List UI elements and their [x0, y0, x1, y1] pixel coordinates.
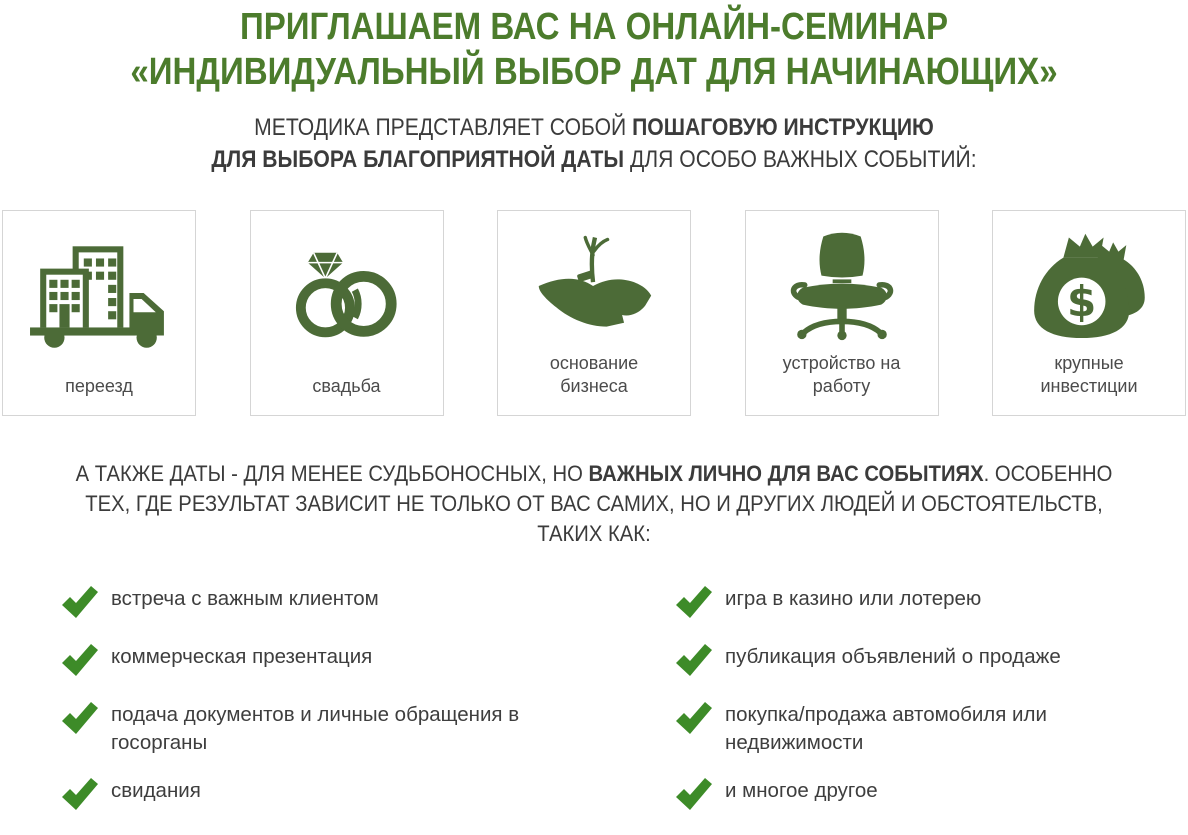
- card-label-investment: крупные инвестиции: [1040, 353, 1138, 396]
- title-line-1: ПРИГЛАШАЕМ ВАС НА ОНЛАЙН-СЕМИНАР: [239, 6, 949, 48]
- svg-text:$: $: [1067, 277, 1097, 327]
- intro-regular-2: . ОСОБЕННО ТЕХ, ГДЕ РЕЗУЛЬТАТ ЗАВИСИТ НЕ ТОЛЬКО ОТ ВАС САМИХ, НО И ДРУГИХ ЛЮДЕЙ И ОБСТОЯТЕЛЬСТВ, ТАКИХ КАК:: [85, 461, 1113, 547]
- checkmark-icon: [676, 778, 712, 815]
- checkmark-icon: [62, 702, 98, 739]
- subtitle-bold-2: ДЛЯ ВЫБОРА БЛАГОПРИЯТНОЙ ДАТЫ: [211, 145, 625, 173]
- checkmark-icon: [676, 644, 712, 681]
- checklist-left-column: [62, 585, 618, 835]
- checkmark-icon: [62, 586, 98, 623]
- checkmark-icon: [62, 644, 98, 681]
- card-label-job: устройство на работу: [782, 353, 901, 396]
- card-moving: [2, 210, 196, 416]
- checklist-item-text: и многое другое: [725, 778, 878, 802]
- subtitle: [71, 112, 1116, 176]
- truck-buildings-icon: [28, 211, 170, 375]
- money-bags-icon: [1025, 211, 1153, 352]
- checklist-item: [62, 643, 618, 681]
- checklist-right-column: [676, 585, 1156, 835]
- wedding-rings-icon: [288, 211, 406, 375]
- intro-bold: ВАЖНЫХ ЛИЧНО ДЛЯ ВАС СОБЫТИЯХ: [588, 461, 984, 487]
- seminar-landing-section: [0, 5, 1188, 802]
- checklist-item-text: покупка/продажа автомобиля или недвижимости: [725, 703, 1047, 755]
- intro-paragraph: [63, 459, 1125, 549]
- page-title: [77, 5, 1111, 95]
- checklist-item-text: встреча с важным клиентом: [111, 587, 379, 611]
- subtitle-regular-2: ДЛЯ ОСОБО ВАЖНЫХ СОБЫТИЙ:: [624, 145, 977, 173]
- checkmark-icon: [62, 778, 98, 815]
- card-wedding: [250, 210, 444, 416]
- title-line-2: «ИНДИВИДУАЛЬНЫЙ ВЫБОР ДАТ ДЛЯ НАЧИНАЮЩИХ»: [130, 50, 1058, 93]
- checkmark-icon: [676, 586, 712, 623]
- checkmark-icon: [676, 702, 712, 739]
- card-investment: [992, 210, 1186, 416]
- checklist-item-text: публикация объявлений о продаже: [725, 645, 1061, 669]
- card-label-wedding: свадьба: [312, 375, 381, 396]
- subtitle-bold-1: ПОШАГОВУЮ ИНСТРУКЦИЮ: [632, 113, 934, 141]
- card-label-business: основание бизнеса: [549, 353, 639, 396]
- office-chair-icon: [776, 211, 908, 352]
- subtitle-regular-1: МЕТОДИКА ПРЕДСТАВЛЯЕТ СОБОЙ: [254, 113, 633, 141]
- checklist-item-text: свидания: [111, 778, 201, 802]
- checklist-item: [676, 643, 1156, 681]
- event-cards-row: [2, 210, 1186, 416]
- checklist-item-text: коммерческая презентация: [111, 645, 373, 669]
- checklist-item-text: игра в казино или лотерею: [725, 587, 982, 611]
- checklist-item: [676, 701, 1156, 757]
- checklist-item-text: подача документов и личные обращения в госорганы: [111, 703, 520, 755]
- hand-sprout-icon: [531, 211, 657, 352]
- checklist: [0, 585, 1188, 835]
- checklist-item: [62, 585, 618, 623]
- checklist-item: [676, 585, 1156, 623]
- card-job: [745, 210, 939, 416]
- card-business: [497, 210, 691, 416]
- card-label-moving: переезд: [65, 375, 133, 396]
- checklist-item: [62, 701, 618, 757]
- intro-regular-1: А ТАКЖЕ ДАТЫ - ДЛЯ МЕНЕЕ СУДЬБОНОСНЫХ, НО: [75, 461, 589, 487]
- checklist-item: [62, 777, 618, 815]
- checklist-item: [676, 777, 1156, 815]
